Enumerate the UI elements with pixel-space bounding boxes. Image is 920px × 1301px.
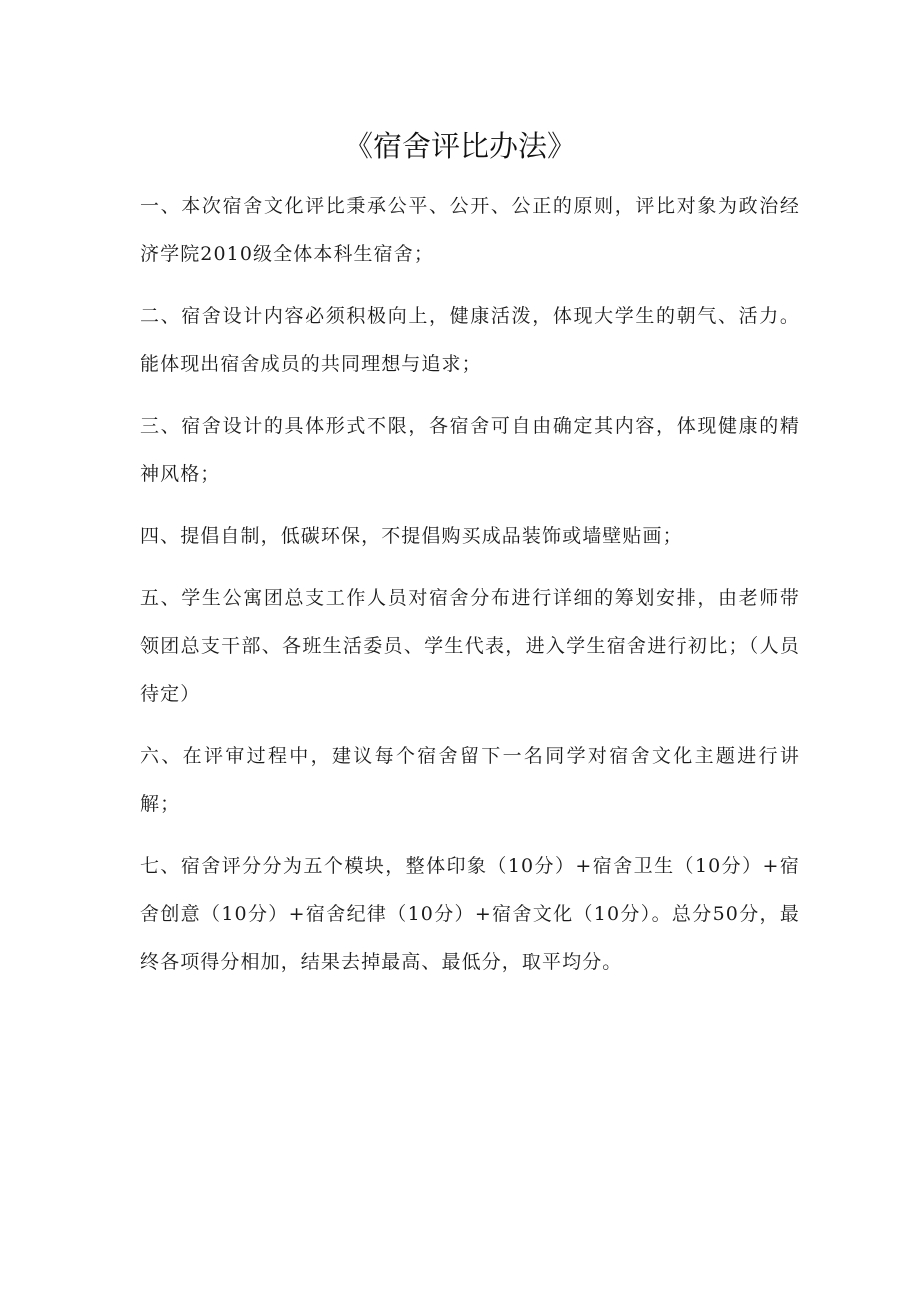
document-body [140, 182, 800, 1000]
paragraph-4: 四、提倡自制，低碳环保，不提倡购买成品装饰或墙壁贴画； [140, 525, 683, 547]
paragraph-3: 三、宿舍设计的具体形式不限，各宿舍可自由确定其内容，体现健康的精神风格； [140, 415, 800, 485]
paragraph-1: 一、本次宿舍文化评比秉承公平、公开、公正的原则，评比对象为政治经济学院2010级全体本科生宿舍； [140, 195, 800, 265]
paragraph-5: 五、学生公寓团总支工作人员对宿舍分布进行详细的筹划安排，由老师带领团总支干部、各班生活委员、学生代表，进入学生宿舍进行初比；（人员待定） [140, 587, 800, 705]
paragraph-7: 七、宿舍评分分为五个模块，整体印象（10分）+宿舍卫生（10分）+宿舍创意（10分）+宿舍纪律（10分）+宿舍文化（10分）。总分50分，最终各项得分相加，结果去掉最高、最低分，取平均分。 [140, 855, 800, 973]
document-title: 《宿舍评比办法》 [343, 129, 576, 163]
paragraph-6: 六、在评审过程中，建议每个宿舍留下一名同学对宿舍文化主题进行讲解； [140, 745, 800, 815]
paragraph-2: 二、宿舍设计内容必须积极向上，健康活泼，体现大学生的朝气、活力。能体现出宿舍成员的共同理想与追求； [140, 305, 800, 375]
